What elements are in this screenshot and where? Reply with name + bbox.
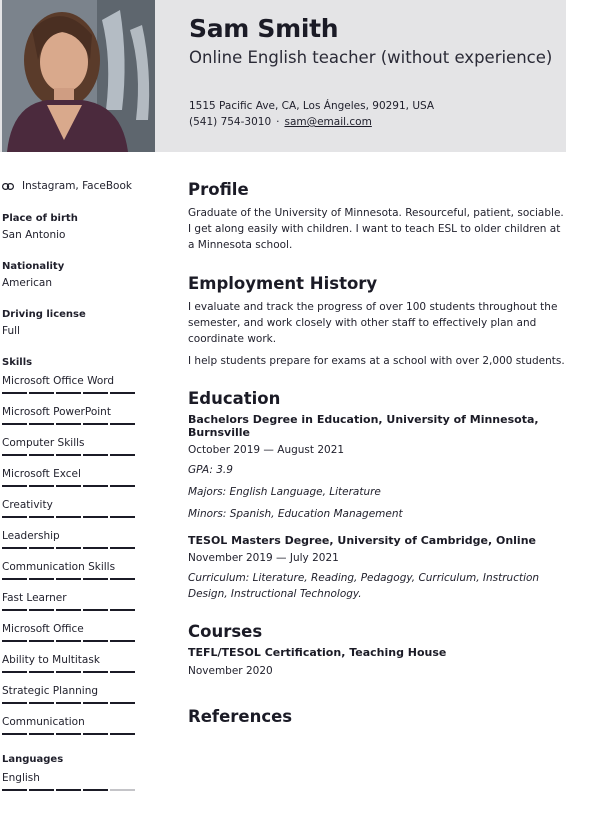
skill-item-label: Ability to Multitask: [2, 654, 100, 666]
course-entry-title: TEFL/TESOL Certification, Teaching House: [188, 646, 447, 659]
employment-section: [188, 274, 568, 369]
skill-item: [2, 528, 142, 559]
level-segment: [56, 609, 81, 611]
skill-item-label: Microsoft Office Word: [2, 375, 115, 387]
references-section: [188, 707, 568, 729]
skill-item-level-bar: [2, 733, 142, 735]
detail-value: Full: [2, 325, 20, 337]
level-segment: [83, 516, 108, 518]
detail-value: American: [2, 277, 52, 289]
level-segment: [110, 702, 135, 704]
detail-value: San Antonio: [2, 229, 66, 241]
skill-item-level-bar: [2, 640, 142, 642]
level-segment: [29, 485, 54, 487]
skill-item-level-bar: [2, 671, 142, 673]
level-segment: [83, 454, 108, 456]
level-segment: [110, 733, 135, 735]
level-segment: [29, 671, 54, 673]
skill-item-level-bar: [2, 392, 142, 394]
sidebar: [2, 178, 142, 801]
skills-heading: Skills: [2, 357, 33, 368]
detail-place-of-birth: [2, 213, 142, 241]
detail-label: Driving license: [2, 309, 86, 320]
skill-item-level-bar: [2, 609, 142, 611]
skill-item-label: Leadership: [2, 530, 60, 542]
level-segment: [83, 702, 108, 704]
level-segment: [110, 516, 135, 518]
course-entry-dates: November 2020: [188, 665, 273, 677]
languages-list: [2, 770, 142, 801]
education-entry-dates: November 2019 — July 2021: [188, 552, 339, 564]
level-segment: [29, 609, 54, 611]
profile-section: [188, 180, 568, 253]
skill-item-label: Computer Skills: [2, 437, 85, 449]
section-title-profile: Profile: [188, 180, 249, 199]
skill-item: [2, 683, 142, 714]
level-segment: [29, 454, 54, 456]
section-title-references: References: [188, 707, 293, 726]
level-segment: [83, 423, 108, 425]
level-segment: [56, 671, 81, 673]
level-segment: [29, 733, 54, 735]
detail-driving-license: [2, 309, 142, 337]
skill-item: [2, 714, 142, 745]
level-segment: [56, 578, 81, 580]
level-segment: [83, 789, 108, 791]
level-segment: [110, 485, 135, 487]
level-segment: [56, 733, 81, 735]
language-item-label: English: [2, 772, 40, 784]
skill-item: [2, 621, 142, 652]
skill-item-level-bar: [2, 485, 142, 487]
level-segment: [29, 547, 54, 549]
skill-item: [2, 435, 142, 466]
level-segment: [56, 485, 81, 487]
level-segment: [29, 392, 54, 394]
skill-item-level-bar: [2, 702, 142, 704]
level-segment: [56, 702, 81, 704]
level-segment: [83, 578, 108, 580]
language-item-level-bar: [2, 789, 142, 791]
skill-item: [2, 404, 142, 435]
level-segment: [110, 789, 135, 791]
section-title-education: Education: [188, 389, 281, 408]
level-segment: [110, 671, 135, 673]
level-segment: [29, 578, 54, 580]
skill-item: [2, 652, 142, 683]
level-segment: [2, 547, 27, 549]
education-entry-dates: October 2019 — August 2021: [188, 444, 345, 456]
level-segment: [83, 609, 108, 611]
level-segment: [110, 454, 135, 456]
level-segment: [2, 485, 27, 487]
level-segment: [29, 516, 54, 518]
education-entry-title: TESOL Masters Degree, University of Cambridge, Online: [188, 534, 536, 547]
profile-photo: [2, 0, 155, 152]
skill-item-label: Communication Skills: [2, 561, 116, 573]
level-segment: [2, 423, 27, 425]
employment-paragraph: I evaluate and track the progress of over 100 students throughout the semester, and work closely with other staff to effectively plan and coordinate work.: [188, 301, 558, 345]
education-section: [188, 389, 568, 602]
level-segment: [56, 423, 81, 425]
links-text: Instagram, FaceBook: [22, 180, 132, 192]
skill-item-level-bar: [2, 547, 142, 549]
level-segment: [56, 547, 81, 549]
education-detail: Majors: English Language, Literature: [188, 486, 381, 498]
level-segment: [83, 485, 108, 487]
level-segment: [2, 671, 27, 673]
education-detail: Minors: Spanish, Education Management: [188, 508, 403, 520]
level-segment: [29, 702, 54, 704]
level-segment: [56, 789, 81, 791]
level-segment: [2, 454, 27, 456]
skills-section: [2, 357, 142, 745]
skill-item-level-bar: [2, 454, 142, 456]
skill-item-label: Microsoft PowerPoint: [2, 406, 111, 418]
link-icon: [2, 181, 16, 191]
courses-section: [188, 622, 568, 677]
skill-item: [2, 373, 142, 404]
level-segment: [83, 733, 108, 735]
skill-item: [2, 466, 142, 497]
separator: ·: [276, 116, 280, 128]
education-detail: Curriculum: Literature, Reading, Pedagogy, Curriculum, Instruction Design, Instructional Technology.: [188, 572, 540, 600]
languages-heading: Languages: [2, 754, 64, 765]
main-column: [188, 180, 568, 729]
level-segment: [2, 578, 27, 580]
skill-item: [2, 590, 142, 621]
education-entry-title: Bachelors Degree in Education, University of Minnesota, Burnsville: [188, 413, 539, 439]
job-title: Online English teacher (without experience): [189, 48, 553, 67]
skill-item: [2, 559, 142, 590]
level-segment: [2, 789, 27, 791]
level-segment: [2, 609, 27, 611]
skill-item-level-bar: [2, 423, 142, 425]
skill-item-level-bar: [2, 578, 142, 580]
languages-section: [2, 754, 142, 801]
level-segment: [110, 640, 135, 642]
education-detail: GPA: 3.9: [188, 464, 233, 476]
level-segment: [2, 516, 27, 518]
skill-item-label: Fast Learner: [2, 592, 67, 604]
level-segment: [2, 733, 27, 735]
skill-item-label: Microsoft Office: [2, 623, 84, 635]
level-segment: [29, 640, 54, 642]
skill-item-label: Microsoft Excel: [2, 468, 81, 480]
candidate-name: Sam Smith: [189, 14, 339, 43]
detail-nationality: [2, 261, 142, 289]
level-segment: [110, 423, 135, 425]
header-band: [0, 0, 566, 152]
email-link[interactable]: sam@email.com: [284, 116, 372, 128]
level-segment: [83, 640, 108, 642]
level-segment: [110, 547, 135, 549]
detail-label: Nationality: [2, 261, 65, 272]
skills-list: [2, 373, 142, 745]
level-segment: [110, 578, 135, 580]
level-segment: [29, 423, 54, 425]
profile-text: Graduate of the University of Minnesota. Resourceful, patient, sociable. I get along easily with children. I want to teach ESL to older children at a Minnesota school.: [188, 207, 564, 251]
level-segment: [2, 702, 27, 704]
address: 1515 Pacific Ave, CA, Los Ángeles, 90291, USA: [189, 100, 435, 112]
level-segment: [56, 392, 81, 394]
phone: (541) 754-3010: [189, 116, 272, 128]
skill-item-label: Strategic Planning: [2, 685, 99, 697]
level-segment: [83, 547, 108, 549]
level-segment: [2, 392, 27, 394]
section-title-employment: Employment History: [188, 274, 378, 293]
skill-item-level-bar: [2, 516, 142, 518]
level-segment: [83, 392, 108, 394]
skill-item-label: Communication: [2, 716, 85, 728]
skill-item: [2, 497, 142, 528]
links-row[interactable]: [2, 178, 142, 194]
section-title-courses: Courses: [188, 622, 263, 641]
level-segment: [2, 640, 27, 642]
skill-item-label: Creativity: [2, 499, 53, 511]
level-segment: [110, 609, 135, 611]
level-segment: [56, 640, 81, 642]
level-segment: [29, 789, 54, 791]
level-segment: [56, 516, 81, 518]
language-item: [2, 770, 142, 801]
detail-label: Place of birth: [2, 213, 78, 224]
level-segment: [83, 671, 108, 673]
level-segment: [110, 392, 135, 394]
employment-paragraph: I help students prepare for exams at a school with over 2,000 students.: [188, 355, 565, 367]
level-segment: [56, 454, 81, 456]
contact-line: [189, 116, 372, 128]
